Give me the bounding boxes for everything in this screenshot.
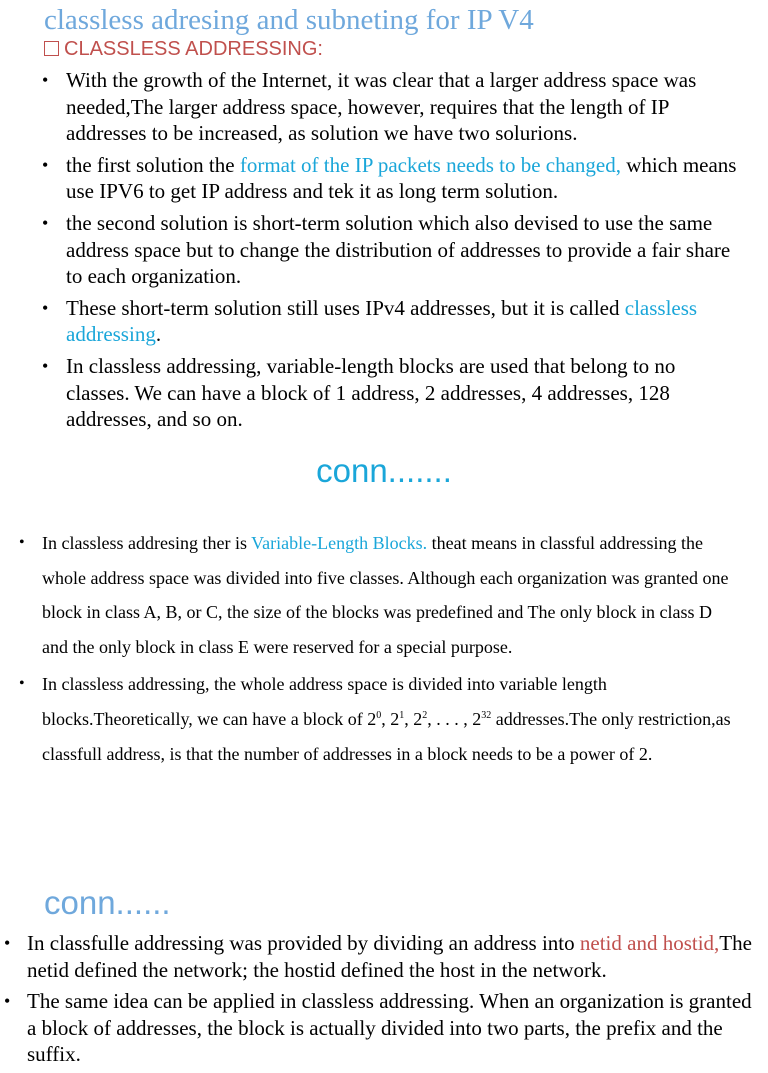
list-item: • the first solution the format of the IP packets needs to be changed, which means use IPV6 to get IP address and tek it as long term solution. — [42, 152, 737, 204]
bullet-icon: • — [42, 70, 49, 90]
list-item: • With the growth of the Internet, it was clear that a larger address space was needed,The larger address space, however, requires that the length of IP addresses to be increased, as solution we have two solurions. — [42, 68, 697, 146]
highlighted-text: netid and hostid, — [579, 931, 720, 955]
highlighted-text: classless addressing — [66, 295, 698, 347]
bullet-list — [0, 526, 740, 774]
slide-classless-addressing — [0, 0, 768, 440]
bullet-list — [0, 930, 760, 1073]
list-item: • In classfulle addressing was provided by dividing an address into netid and hostid,The netid defined the network; the hostid defined the host in the network. — [4, 931, 752, 982]
slide-variable-length-blocks — [0, 440, 768, 860]
slide-title: classless adresing and subneting for IP V4 — [44, 4, 534, 36]
list-item: • In classless addressing, the whole address space is divided into variable length blocks.Theoretically, we can have a block of $2^0$, $2^1$, $2^2$, . . . , $2^{32}$ addresses.The only restriction,as classfull address, is that the number of addresses in a block needs to be a power of 2. — [0, 667, 740, 771]
list-item: • The same idea can be applied in classless addressing. When an organization is granted a block of addresses, the block is actually divided into two parts, the prefix and the suffix. — [4, 989, 752, 1067]
list-item: • the second solution is short-term solution which also devised to use the same address space but to change the distribution of addresses to provide a fair share to each organization. — [42, 210, 731, 289]
list-item: • These short-term solution still uses IPv4 addresses, but it is called classless addressing. — [42, 295, 698, 347]
bullet-list — [0, 67, 740, 438]
checkbox-square-icon — [44, 41, 59, 56]
slide-title: conn...... — [44, 884, 171, 921]
bullet-icon: • — [4, 991, 11, 1012]
bullet-icon: • — [42, 212, 49, 233]
list-item: • In classless addressing, variable-length blocks are used that belong to no classes. We can have a block of 1 address, 2 addresses, 4 addresses, 128 addresses, and so on. — [42, 353, 676, 432]
section-heading-text: CLASSLESS ADDRESSING: — [64, 38, 323, 60]
bullet-icon: • — [42, 297, 49, 318]
highlighted-text: Variable-Length Blocks. — [251, 533, 428, 553]
slide-title: conn....... — [316, 452, 452, 489]
bullet-icon: • — [42, 355, 49, 376]
highlighted-text: format of the IP packets needs to be changed, — [239, 152, 621, 177]
list-item: • In classless addresing ther is Variable-Length Blocks. theat means in classful addressing the whole address space was divided into five classes. Although each organization was granted one block in class A, B, or C, the size of the blocks was predefined and The only block in class D and the only block in class E were reserved for a special purpose. — [0, 526, 740, 664]
slide-netid-hostid — [0, 860, 768, 1067]
bullet-icon: • — [42, 154, 49, 175]
bullet-icon: • — [19, 675, 25, 693]
bullet-icon: • — [19, 534, 25, 551]
bullet-icon: • — [4, 933, 11, 953]
section-heading — [44, 38, 323, 61]
